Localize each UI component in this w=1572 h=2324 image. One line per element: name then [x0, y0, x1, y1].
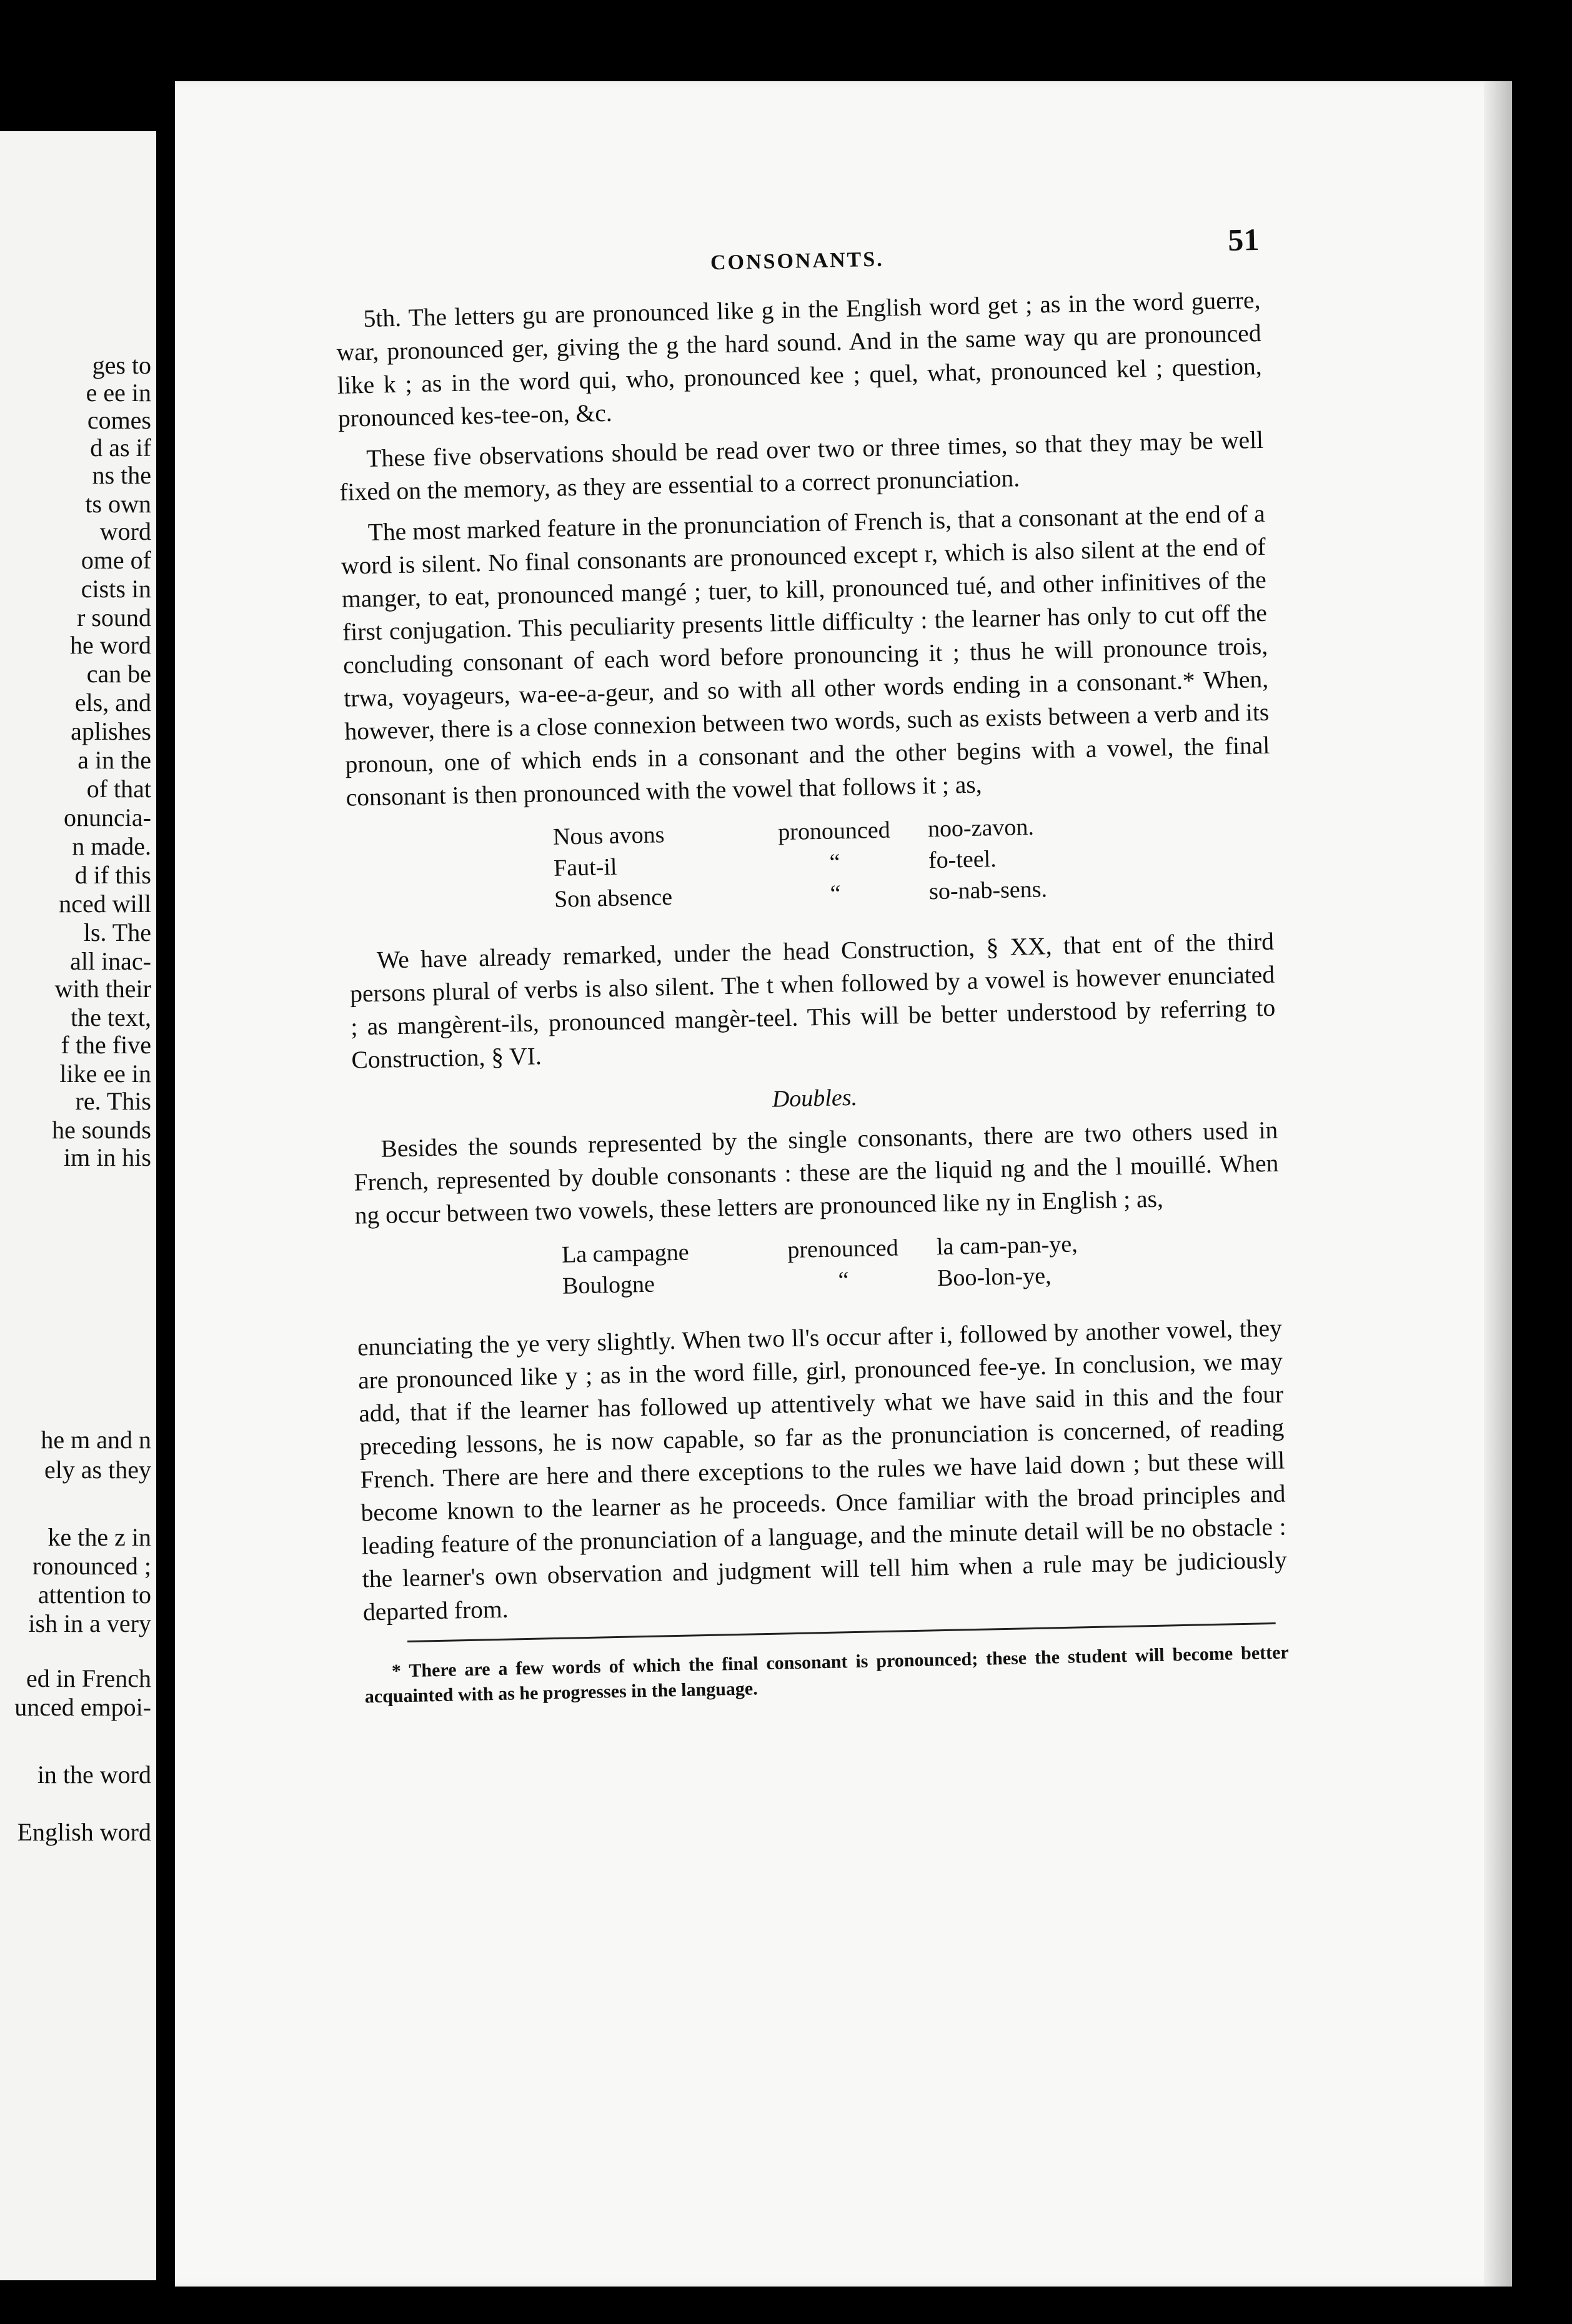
example-pronounced-label: “ [838, 1267, 849, 1294]
left-page-line: with their [54, 975, 151, 1003]
previous-page-fragment [0, 131, 156, 2280]
left-page-line: comes [87, 406, 151, 434]
left-page-line: im in his [63, 1143, 151, 1171]
left-page-line: in the word [37, 1760, 151, 1789]
left-page-line: ely as they [44, 1456, 151, 1484]
example-pronounced-label: “ [829, 849, 840, 876]
book-page [175, 81, 1512, 2287]
example-french-word: Nous avons [552, 822, 665, 850]
left-page-line: e ee in [86, 379, 151, 407]
left-page-line: ish in a very [28, 1609, 151, 1637]
left-page-line: ns the [92, 461, 151, 489]
footnote-rule [407, 1622, 1276, 1642]
left-page-line: els, and [74, 688, 151, 717]
running-title: CONSONANTS. [710, 247, 885, 275]
left-page-line: ges to [92, 351, 151, 379]
left-page-line: cists in [81, 575, 151, 603]
book-gutter [156, 125, 175, 2287]
example-french-word: Son absence [554, 883, 673, 913]
left-page-line: ed in French [26, 1664, 151, 1692]
page-content [334, 221, 1290, 1709]
example-pronounced-label: pronounced [777, 817, 891, 846]
left-page-line: aplishes [71, 717, 151, 745]
paragraph-conclusion: enunciating the ye very slightly. When two ll's occur after i, followed by another vowel, they are pronounced like y ; as in the word fille, girl, pronounced fee-ye. In conclusion, we may add, that if the learner has followed up attentively what we have said in this and the four preceding lessons, he is now capable, so far as the pronunciation is concerned, of reading French. There are here and there exceptions to the rules we have laid down ; but these will become known to the learner as he proceeds. Once familiar with the broad principles and leading feature of the pronunciation of a language, and the minute detail will be no obstacle : the learner's own observation and judgment will tell him when a rule may be judiciously departed from. [357, 1314, 1288, 1626]
left-page-line: he m and n [41, 1426, 151, 1454]
left-page-line: d if this [74, 861, 151, 889]
example-pronunciation: fo-teel. [928, 846, 997, 874]
left-page-line: of that [86, 775, 151, 803]
section-heading-doubles: Doubles. [772, 1084, 858, 1113]
example-french-word: Boulogne [562, 1271, 655, 1299]
left-page-line: he word [70, 631, 151, 659]
left-page-line: can be [86, 660, 151, 688]
paragraph-observations: These five observations should be read over two or three times, so that they may be well fixed on the memory, as they are essential to a correct pronunciation. [339, 425, 1264, 506]
left-page-line: re. This [75, 1087, 151, 1115]
liaison-examples-table [553, 811, 1048, 915]
example-pronunciation: Boo-lon-ye, [937, 1263, 1052, 1292]
example-pronounced-label: “ [830, 880, 841, 907]
left-page-line: r sound [77, 603, 151, 632]
left-page-line: a in the [77, 746, 151, 774]
left-page-line: ts own [85, 490, 151, 518]
left-page-line: he sounds [52, 1116, 151, 1144]
left-page-line: n made. [72, 832, 151, 860]
left-page-line: English word [17, 1818, 151, 1846]
left-page-line: ome of [81, 546, 151, 574]
doubles-examples-table [562, 1228, 1079, 1301]
left-page-line: like ee in [59, 1060, 151, 1088]
paragraph-gu-qu: 5th. The letters gu are pronounced like g in the English word get ; as in the word guerre, war, pronounced ger, giving the g the hard sound. And in the same way qu are pronounced like k ; as in the word qui, who, pronounced kee ; quel, what, pronounced kel ; question, pronounced kes-tee-on, &c. [336, 286, 1262, 432]
left-page-line: onuncia- [64, 803, 151, 832]
left-page-line: d as if [90, 434, 151, 462]
left-page-line: nced will [59, 890, 151, 918]
paragraph-doubles: Besides the sounds represented by the single consonants, there are two others used in French, represented by double consonants : these are the liquid ng and the l mouillé. When ng occur between two vowels, these letters are pronounced like ny in English ; as, [354, 1116, 1279, 1229]
left-page-line: attention to [37, 1581, 151, 1609]
left-page-line: unced empoi- [14, 1693, 151, 1721]
example-pronounced-label: prenounced [787, 1234, 899, 1264]
footnote: * There are a few words of which the final consonant is pronounced; these the student will become better acquainted with as he progresses in the language. [364, 1642, 1290, 1707]
left-page-line: f the five [61, 1031, 151, 1059]
example-pronunciation: so-nab-sens. [928, 876, 1048, 905]
paragraph-ent-silent: We have already remarked, under the head Construction, § XX, that ent of the third persons plural of verbs is also silent. The t when followed by a vowel is however enunciated ; as mangèrent-ils, pronounced mangèr-teel. This will be better understood by referring to Construction, § VI. [349, 927, 1276, 1074]
example-pronunciation: noo-zavon. [927, 813, 1035, 843]
left-page-line: ke the z in [47, 1523, 151, 1551]
example-french-word: La campagne [561, 1239, 690, 1268]
example-french-word: Faut-il [553, 853, 617, 881]
paragraph-final-consonants: The most marked feature in the pronunciation of French is, that a consonant at the end of a word is silent. No final consonants are pronounced except r, which is also silent at the end of manger, to eat, pronounced mangé ; tuer, to kill, pronounced tué, and other infinitives of the first conjugation. This peculiarity presents little difficulty : the learner has only to cut off the concluding consonant of each word before pronouncing it ; thus he will pronounce trois, trwa, voyageurs, wa-ee-a-geur, and so with all other words ending in a consonant.* When, however, there is a close connexion between two words, such as exists between a verb and its pronoun, one of which ends in a consonant and the other begins with a vowel, the final consonant is then pronounced with the vowel that follows it ; as, [341, 499, 1270, 812]
left-page-line: all inac- [70, 947, 151, 975]
example-pronunciation: la cam-pan-ye, [936, 1231, 1078, 1261]
left-page-line: the text, [71, 1003, 151, 1031]
left-page-line: ronounced ; [32, 1552, 151, 1580]
left-page-line: word [99, 517, 151, 545]
left-page-line: ls. The [83, 918, 151, 946]
page-number: 51 [1227, 222, 1260, 258]
